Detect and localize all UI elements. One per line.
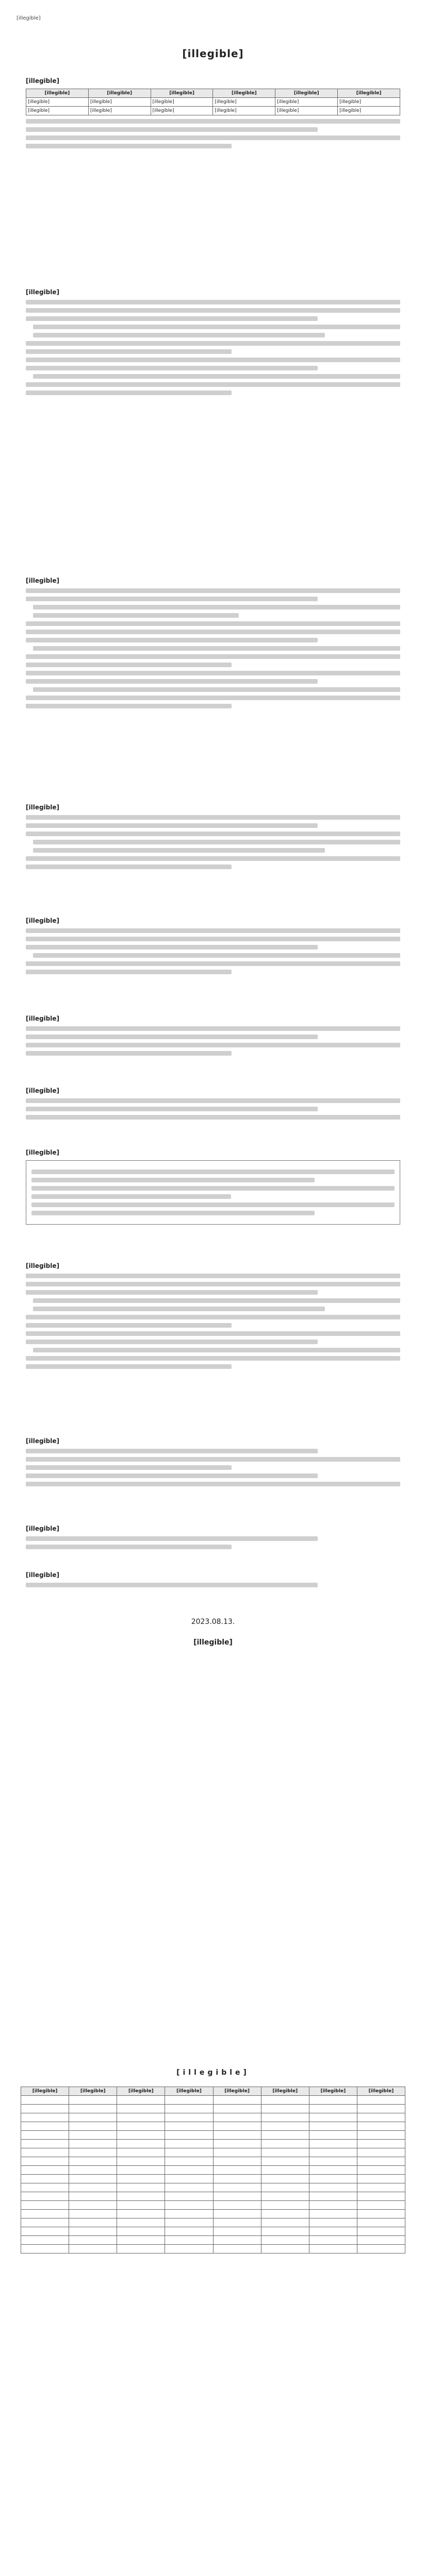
table-row: [21, 2210, 405, 2218]
table-row: [21, 2175, 405, 2183]
text-line: [26, 1035, 318, 1039]
text-line: [33, 374, 400, 379]
section-heading: [illegible]: [26, 1437, 59, 1445]
text-line: [26, 832, 400, 836]
table-row: [21, 2122, 405, 2131]
text-line: [26, 144, 232, 148]
section-10: [26, 1437, 400, 1490]
section-heading: [illegible]: [26, 804, 59, 811]
text-line: [26, 1473, 318, 1478]
issuer-name: [illegible]: [193, 1638, 233, 1647]
table-row: [21, 2157, 405, 2166]
table-row: [21, 2096, 405, 2105]
text-line: [26, 1026, 400, 1031]
table-header-cell: [illegible]: [165, 2087, 213, 2096]
section-heading: [illegible]: [26, 1087, 59, 1094]
text-line: [26, 597, 318, 601]
text-line: [26, 300, 400, 304]
table-row: [21, 2227, 405, 2236]
text-line: [33, 840, 400, 844]
text-line: [26, 1331, 400, 1336]
table-row: [21, 2245, 405, 2253]
text-line: [26, 1536, 318, 1541]
table-row: [21, 2201, 405, 2210]
text-line: [31, 1194, 231, 1199]
table-header-cell: [illegible]: [338, 89, 400, 98]
table-row: [21, 2183, 405, 2192]
section-heading: [illegible]: [26, 77, 59, 84]
text-line: [26, 308, 400, 313]
text-line: [33, 1348, 400, 1352]
table-row: [21, 2218, 405, 2227]
text-line: [33, 848, 325, 853]
info-table: [26, 89, 400, 115]
section-heading: [illegible]: [26, 1571, 59, 1579]
text-line: [26, 1482, 400, 1486]
table-cell: [illegible]: [213, 107, 275, 115]
text-line: [31, 1186, 395, 1191]
text-line: [26, 588, 400, 593]
section-heading: [illegible]: [26, 1525, 59, 1532]
text-line: [26, 1457, 400, 1462]
section-6: [26, 1015, 400, 1059]
text-line: [26, 349, 232, 354]
text-line: [33, 953, 400, 958]
section-3: [26, 577, 400, 712]
table-cell: [illegible]: [275, 98, 338, 107]
text-line: [26, 1274, 400, 1278]
table-row: [21, 2140, 405, 2148]
text-line: [26, 621, 400, 626]
text-line: [26, 1465, 232, 1470]
text-line: [26, 823, 318, 828]
table-cell: [illegible]: [338, 107, 400, 115]
table-cell: [illegible]: [88, 107, 151, 115]
section-2: [26, 289, 400, 399]
table-cell: [illegible]: [26, 98, 89, 107]
text-line: [33, 1298, 400, 1303]
table-row: [21, 2148, 405, 2157]
text-line: [26, 1364, 232, 1369]
section-8: [26, 1149, 400, 1225]
text-line: [26, 135, 400, 140]
text-line: [33, 613, 239, 618]
text-line: [26, 1043, 400, 1047]
text-line: [33, 325, 400, 329]
section-1: [26, 77, 400, 152]
table-row: [21, 2236, 405, 2245]
table-row: [21, 2105, 405, 2113]
text-line: [26, 1290, 318, 1295]
text-line: [26, 127, 318, 132]
text-line: [26, 119, 400, 124]
text-line: [26, 1545, 232, 1549]
text-line: [26, 928, 400, 933]
section-heading: [illegible]: [26, 1015, 59, 1022]
section-4: [26, 804, 400, 873]
text-line: [31, 1211, 315, 1215]
section-12: [26, 1571, 400, 1591]
table-row: [21, 2113, 405, 2122]
text-line: [33, 646, 400, 651]
bill-title: [illegible]: [176, 2069, 250, 2077]
text-line: [26, 815, 400, 820]
text-line: [33, 687, 400, 692]
text-line: [31, 1178, 315, 1182]
table-cell: [illegible]: [151, 107, 213, 115]
table-cell: [illegible]: [213, 98, 275, 107]
table-row: [26, 98, 400, 107]
text-line: [26, 671, 400, 675]
text-line: [26, 1098, 400, 1103]
table-row: [21, 2166, 405, 2175]
table-row: [21, 2131, 405, 2140]
text-line: [26, 1356, 400, 1361]
text-line: [26, 1107, 318, 1111]
table-cell: [illegible]: [151, 98, 213, 107]
text-line: [26, 630, 400, 634]
text-line: [26, 341, 400, 346]
text-line: [33, 333, 325, 337]
table-cell: [illegible]: [26, 107, 89, 115]
table-header-cell: [illegible]: [275, 89, 338, 98]
text-line: [26, 937, 400, 941]
table-header-cell: [illegible]: [88, 89, 151, 98]
table-row: [26, 107, 400, 115]
text-line: [26, 1449, 318, 1453]
table-header-cell: [illegible]: [21, 2087, 69, 2096]
text-line: [26, 391, 232, 395]
page-title: [illegible]: [182, 47, 244, 60]
bill-sheet: [21, 2087, 405, 2253]
section-heading: [illegible]: [26, 577, 59, 584]
table-header-cell: [illegible]: [357, 2087, 405, 2096]
table-row: [21, 2192, 405, 2201]
text-line: [26, 1115, 400, 1120]
table-header-cell: [illegible]: [151, 89, 213, 98]
text-line: [26, 679, 318, 684]
text-line: [26, 1583, 318, 1587]
issue-date: 2023.08.13.: [191, 1618, 235, 1626]
table-header-cell: [illegible]: [213, 89, 275, 98]
text-line: [26, 704, 232, 708]
section-heading: [illegible]: [26, 289, 59, 296]
text-line: [26, 1323, 232, 1328]
table-header-cell: [illegible]: [261, 2087, 309, 2096]
table-header-cell: [illegible]: [117, 2087, 165, 2096]
text-line: [26, 696, 400, 700]
text-line: [26, 945, 318, 950]
section-heading: [illegible]: [26, 917, 59, 924]
text-line: [26, 970, 232, 974]
text-line: [26, 358, 400, 362]
table-header-cell: [illegible]: [309, 2087, 357, 2096]
header-note: [illegible]: [17, 15, 41, 21]
section-heading: [illegible]: [26, 1262, 59, 1269]
text-line: [33, 605, 400, 609]
table-cell: [illegible]: [338, 98, 400, 107]
table-cell: [illegible]: [275, 107, 338, 115]
section-heading: [illegible]: [26, 1149, 59, 1156]
text-line: [26, 663, 232, 667]
section-5: [26, 917, 400, 978]
section-7: [26, 1087, 400, 1123]
text-line: [26, 856, 400, 861]
text-line: [26, 654, 400, 659]
text-line: [26, 382, 400, 387]
text-line: [26, 1315, 400, 1319]
section-9: [26, 1262, 400, 1372]
text-line: [31, 1202, 395, 1207]
text-line: [26, 1340, 318, 1344]
text-line: [26, 366, 318, 370]
notice-box: [26, 1160, 400, 1225]
text-line: [33, 1307, 325, 1311]
text-line: [26, 865, 232, 869]
text-line: [26, 316, 318, 321]
bill-table: [21, 2087, 405, 2253]
table-header-cell: [illegible]: [213, 2087, 261, 2096]
table-header-cell: [illegible]: [26, 89, 89, 98]
text-line: [26, 1051, 232, 1056]
text-line: [31, 1170, 395, 1174]
section-11: [26, 1525, 400, 1553]
text-line: [26, 638, 318, 642]
text-line: [26, 961, 400, 966]
table-cell: [illegible]: [88, 98, 151, 107]
table-header-cell: [illegible]: [69, 2087, 117, 2096]
text-line: [26, 1282, 400, 1286]
